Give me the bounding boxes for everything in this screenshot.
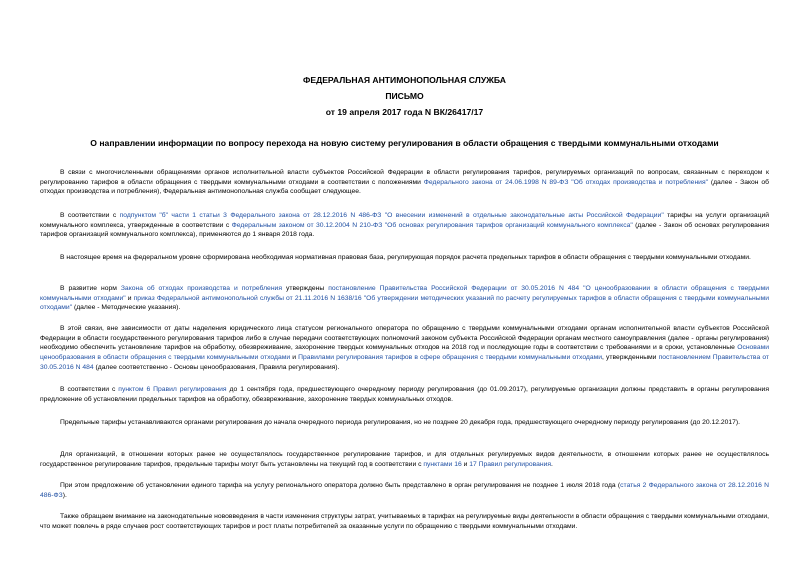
paragraph-8 (40, 450, 769, 469)
paragraph-3 (40, 253, 769, 263)
paragraph-2 (40, 211, 769, 240)
legal-reference-link[interactable]: постановление Правительства Российской Федерации от 30.05.2016 N 484 "О ценообразовании в области обращения с твердыми коммунальными отходами" (40, 285, 770, 302)
paragraph-text: В соответствии с (60, 386, 119, 393)
paragraph-text: Для организаций, в отношении которых ранее не осуществлялось государственное регулирование тарифов, и для отдельных регулируемых видов деятельности, в отношении которых ранее не осуществлялось государственное регулирование тарифов, предельные тарифы могут быть установлены на текущий год в соответствии с (40, 451, 769, 468)
paragraph-text: до 1 сентября года, предшествующего очередному периоду регулирования (до 01.09.2017), регулируемые организации должны представить в органы регулирования предложение об установлении предельных тарифов на обработку, обезвреживание, захоронение твердых коммунальных отходов. (40, 386, 769, 403)
paragraph-text: (далее - Закон об отходах производства и потребления), Федеральная антимонопольная служба сообщает следующее. (40, 178, 769, 196)
legal-reference-link[interactable]: приказ Федеральной антимонопольной службы от 21.11.2016 N 1638/16 "Об утверждении методических указаний по расчету регулируемых тарифов в области обращения с твердыми коммунальными отходами" (40, 294, 769, 312)
legal-reference-link[interactable]: постановлением Правительства от 30.05.2016 N 484 (40, 354, 770, 371)
paragraph-text: В связи с многочисленными обращениями органов исполнительной власти субъектов Российской Федерации в области регулирования тарифов, регулируемых организаций по вопросам, связанным с переходом к регулированию тарифов в области обращения с твердыми коммунальными отходами в соответствии с положениями (40, 169, 769, 186)
paragraph-text: , утвержденными (602, 354, 659, 362)
paragraph-text: В этой связи, вне зависимости от даты наделения юридического лица статусом регионального оператора по обращению с твердыми коммунальными отходами органам исполнительной власти субъектов Российской Федерации в области государственного регулирования тарифов либо в случае передачи соответствующих полномочий законом субъекта Российской Федерации органам местного самоуправления (далее - органы регулирования) необходимо обеспечить установление тарифов на обработку, обезвреживание, захоронение твердых коммунальных отходов на 2018 год и последующие годы в соответствии с требованиями и в сроки, установленные (40, 325, 769, 352)
paragraph-text: В развитие норм (60, 285, 121, 292)
legal-reference-link[interactable]: подпунктом "б" части 1 статьи 3 Федерального закона от 28.12.2016 N 486-ФЗ "О внесении изменений в отдельные законодательные акты Российской Федерации" (119, 212, 664, 219)
paragraph-text: и (125, 294, 134, 302)
paragraph-text: В соответствии с (60, 212, 120, 219)
paragraph-text: Предельные тарифы устанавливаются органами регулирования до начала очередного периода регулирования, но не позднее 20 декабря года, предшествующего очередному периоду регулирования (до 20.12.2017). (60, 419, 740, 426)
paragraph-6 (40, 385, 769, 404)
legal-reference-link[interactable]: статья 2 Федерального закона от 28.12.2016 N 486-ФЗ (40, 482, 769, 499)
paragraph-7 (40, 418, 769, 428)
legal-reference-link[interactable]: Закона об отходах производства и потребления (120, 285, 282, 292)
paragraph-text: При этом предложение об установлении единого тарифа на услугу регионального оператора должно быть представлено в орган регулирования не позднее 1 июля 2018 года ( (60, 482, 621, 489)
paragraph-text: . (551, 460, 553, 468)
legal-reference-link[interactable]: пунктами 16 (423, 460, 462, 468)
legal-reference-link[interactable]: Федеральным законом от 30.12.2004 N 210-ФЗ "Об основах регулирования тарифов организаций коммунального комплекса" (231, 221, 633, 229)
legal-reference-link[interactable]: Правилами регулирования тарифов в сфере обращения с твердыми коммунальными отходами (298, 354, 603, 362)
paragraph-text: (далее - Методические указания). (72, 304, 181, 312)
legal-reference-link[interactable]: пунктом 6 Правил регулирования (118, 386, 227, 393)
paragraph-1 (40, 168, 769, 197)
document-title: О направлении информации по вопросу перехода на новую систему регулирования в области обращения с твердыми коммунальными отходами (90, 138, 719, 148)
legal-reference-link[interactable]: Федерального закона от 24.06.1998 N 89-ФЗ "Об отходах производства и потребления" (423, 178, 708, 186)
paragraph-text: тарифы на услуги организаций коммунального комплекса, утвержденные в соответствии с (40, 212, 769, 229)
legal-reference-link[interactable]: 17 Правил регулирования (469, 460, 551, 468)
paragraph-text: утверждены (281, 285, 329, 292)
paragraph-text: В настоящее время на федеральном уровне сформирована необходимая нормативная правовая база, регулирующая порядок расчета предельных тарифов в области обращения с твердыми коммунальными отходами. (60, 254, 751, 261)
paragraph-text: и (290, 354, 299, 362)
paragraph-text: (далее соответственно - Основы ценообразования, Правила регулирования). (93, 363, 340, 371)
paragraph-text: ). (62, 491, 67, 499)
organization-heading: ФЕДЕРАЛЬНАЯ АНТИМОНОПОЛЬНАЯ СЛУЖБА (303, 75, 506, 85)
paragraph-text: и (461, 460, 470, 468)
legal-reference-link[interactable]: Основами ценообразования в области обращения с твердыми коммунальными отходами (40, 344, 769, 362)
document-type-heading: ПИСЬМО (385, 91, 424, 101)
paragraph-5 (40, 324, 769, 373)
paragraph-text: Также обращаем внимание на законодательные нововведения в части изменения структуры затрат, учитываемых в тарифах на регулируемые виды деятельности в области обращения с твердыми коммунальными отходами, что может повлечь в ряде случаев рост соответствующих тарифов и рост платы потребителей за оказанные услуги по обращению с твердыми коммунальными отходами. (40, 513, 769, 530)
paragraph-10 (40, 512, 769, 531)
paragraph-4 (40, 284, 769, 313)
document-date-number: от 19 апреля 2017 года N ВК/26417/17 (325, 107, 484, 117)
paragraph-9 (40, 481, 769, 500)
paragraph-text: (далее - Закон об основах регулирования тарифов организаций коммунального комплекса), применяются до 1 января 2018 года. (40, 221, 770, 239)
